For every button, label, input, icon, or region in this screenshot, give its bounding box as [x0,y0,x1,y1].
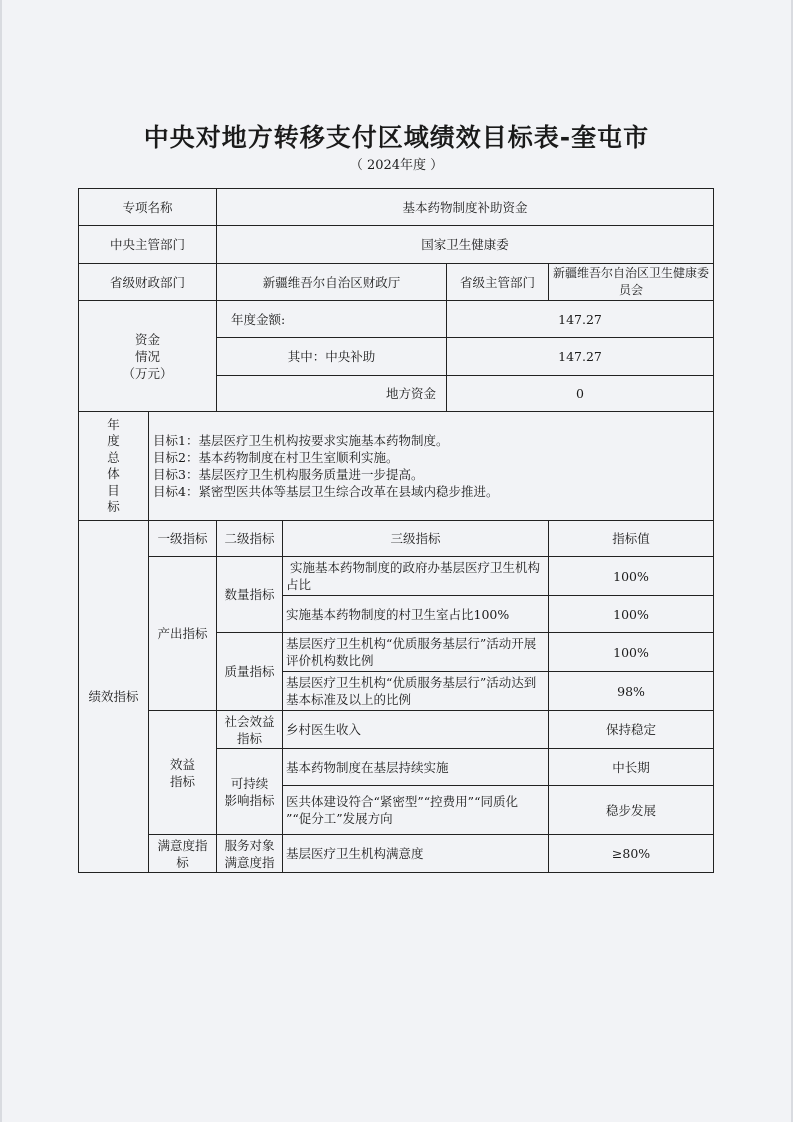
document-title: 中央对地方转移支付区域绩效目标表-奎屯市 [143,123,650,152]
annual-goal-char: 体 [107,466,120,481]
funds-label-line: 资金 [135,331,161,347]
indicator-text: 基本药物制度在基层持续实施 [283,749,549,786]
central-dept-value: 国家卫生健康委 [217,226,714,264]
indicator-value: 98% [549,672,714,711]
indicator-text: 基层医疗卫生机构满意度 [283,835,549,873]
header-level1: 一级指标 [149,521,217,557]
indicator-text-line: 评价机构数比例 [286,653,374,668]
indicator-text-line: 医共体建设符合“紧密型”“控费用”“同质化 [286,794,518,809]
indicator-value: ≥80% [549,835,714,873]
project-name-value: 基本药物制度补助资金 [217,189,714,226]
benefit-label-line: 指标 [170,773,196,789]
goal-item: 目标1：基层医疗卫生机构按要求实施基本药物制度。 [153,433,449,448]
table-row [79,301,714,338]
indicator-text [283,633,549,672]
table-row [79,557,714,596]
goal-item: 目标2：基本药物制度在村卫生室顺利实施。 [153,450,399,465]
indicator-value: 保持稳定 [549,711,714,749]
indicator-text: 实施基本药物制度的村卫生室占比100% [283,596,549,633]
prov-finance-value: 新疆维吾尔自治区财政厅 [217,264,447,301]
table-row [79,835,714,873]
indicator-value: 中长期 [549,749,714,786]
social-benefit-label [217,711,283,749]
funds-label-line: （万元） [122,365,173,381]
document-year: （ 2024年度 ） [349,158,444,173]
table-row [79,226,714,264]
header-value: 指标值 [549,521,714,557]
table-row [79,711,714,749]
indicator-value: 稳步发展 [549,786,714,835]
indicator-text-line: 占比 [286,577,312,592]
funds-label-line: 情况 [135,348,161,364]
satisfaction-label-line: 标 [176,854,189,870]
benefit-label-line: 效益 [170,756,196,772]
project-name-label: 专项名称 [79,189,217,226]
local-funds-value: 0 [447,376,714,412]
annual-goal-char: 目 [107,482,120,498]
service-label-line: 服务对象 [224,837,275,853]
table-row [79,412,714,521]
benefit-indicator-label [149,711,217,835]
prov-dept-label: 省级主管部门 [447,264,549,301]
indicator-value: 100% [549,557,714,596]
indicator-text-line: 基层医疗卫生机构“优质服务基层行”活动开展 [286,636,537,651]
local-funds-label: 地方资金 [217,376,447,412]
central-subsidy-value: 147.27 [447,338,714,376]
prov-finance-label: 省级财政部门 [79,264,217,301]
indicator-value: 100% [549,596,714,633]
sustainable-impact-label [217,749,283,835]
table-row [79,189,714,226]
annual-goal-char: 度 [107,433,120,448]
header-level2: 二级指标 [217,521,283,557]
performance-target-table [78,188,714,873]
sustain-label-line: 影响指标 [224,792,275,808]
indicator-text: 乡村医生收入 [283,711,549,749]
quality-indicator-label: 质量指标 [217,633,283,711]
annual-amount-label: 年度金额: [217,301,447,338]
service-satisfaction-label [217,835,283,873]
central-dept-label: 中央主管部门 [79,226,217,264]
service-label-line: 满意度指 [224,854,275,870]
indicator-text [283,557,549,596]
indicator-text [283,672,549,711]
indicator-text-line: 实施基本药物制度的政府办基层医疗卫生机构 [286,560,540,575]
annual-goals [149,412,714,521]
annual-goal-char: 总 [107,449,120,465]
indicator-text-line: ”“促分工”发展方向 [286,811,393,826]
annual-goal-char: 年 [107,416,120,432]
table-row [79,521,714,557]
goal-item: 目标4：紧密型医共体等基层卫生综合改革在县域内稳步推进。 [153,484,499,499]
indicator-section-label: 绩效指标 [79,521,149,873]
social-label-line: 指标 [237,730,263,746]
header-level3: 三级指标 [283,521,549,557]
table-row [79,264,714,301]
indicator-text [283,786,549,835]
prov-dept-value: 新疆维吾尔自治区卫生健康委员会 [549,264,714,301]
output-indicator-label: 产出指标 [149,557,217,711]
annual-goal-label [79,412,149,521]
annual-amount-value: 147.27 [447,301,714,338]
annual-goal-char: 标 [107,499,120,514]
satisfaction-indicator-label [149,835,217,873]
indicator-text-line: 基层医疗卫生机构“优质服务基层行”活动达到 [286,675,537,690]
social-label-line: 社会效益 [224,713,275,729]
indicator-text-line: 基本标准及以上的比例 [286,692,412,707]
central-subsidy-label: 其中：中央补助 [217,338,447,376]
funds-label [79,301,217,412]
satisfaction-label-line: 满意度指 [157,837,208,853]
indicator-value: 100% [549,633,714,672]
quantity-indicator-label: 数量指标 [217,557,283,633]
sustain-label-line: 可持续 [230,775,269,791]
goal-item: 目标3：基层医疗卫生机构服务质量进一步提高。 [153,467,424,482]
